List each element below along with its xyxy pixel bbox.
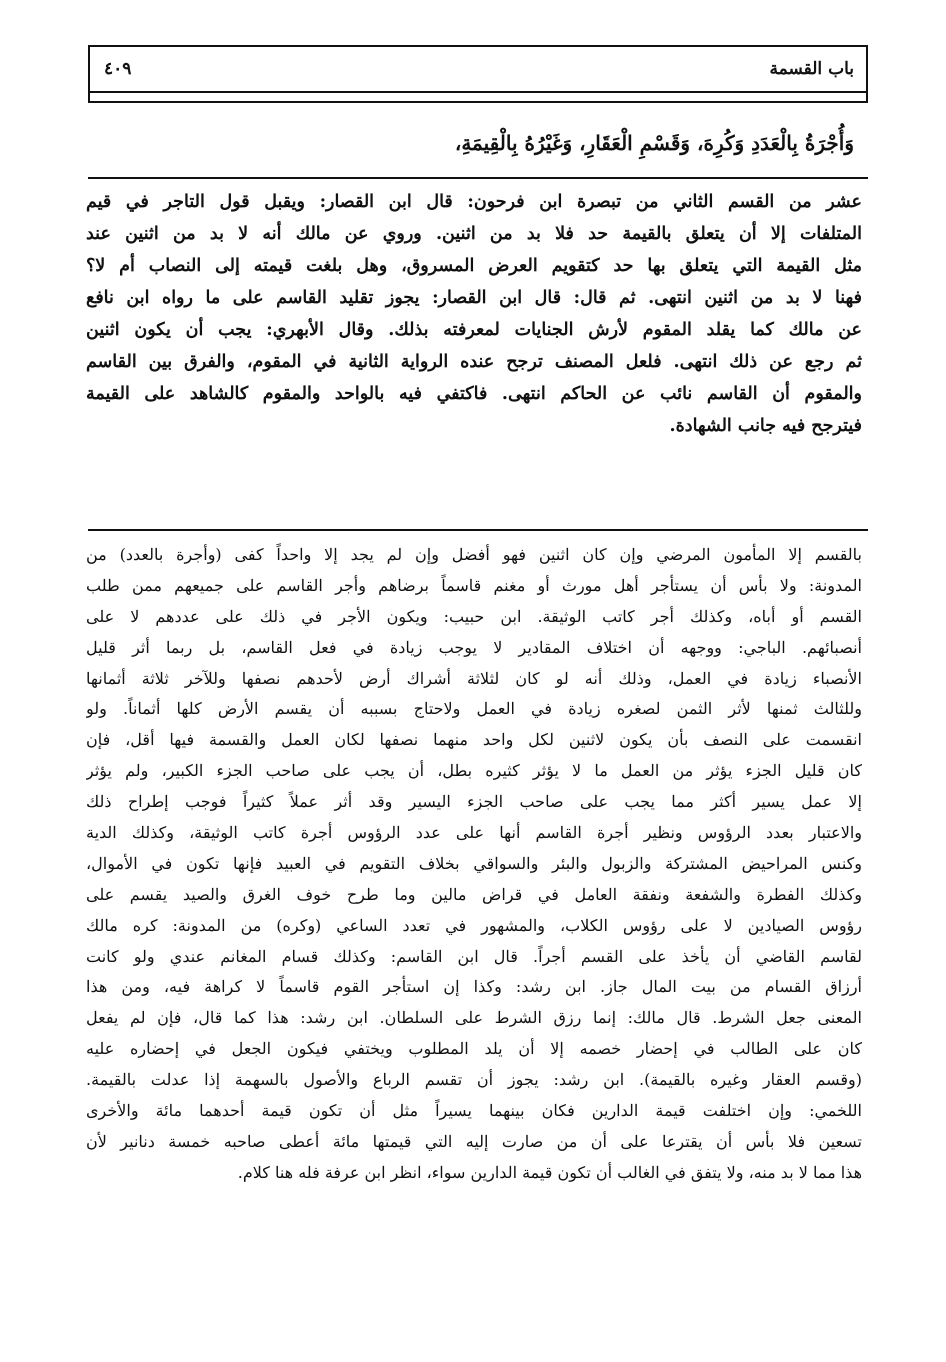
text-line: إلا عمل يسير أكثر مما يجب على صاحب الجزء اليسير وقد أثر عملاً كثيراً فوجب إطراح ذلك — [86, 792, 862, 812]
commentary-top — [86, 186, 862, 442]
text-line: ثم رجع عن ذلك انتهى. فلعل المصنف ترجح عنده الرواية الثانية في المقوم، والفرق بين القاسم — [86, 352, 862, 372]
divider-top — [88, 177, 868, 179]
text-line: (وقسم العقار وغيره بالقيمة). ابن رشد: يجوز أن تقسم الرباع والأصول بالسهمة إذا عدلت بالقيمة. — [86, 1070, 862, 1090]
text-line: كان قليل الجزء يؤثر من العمل ما لا يؤثر كثيره بطل، أن يجب على صاحب الجزء الكبير، ولم يؤثر — [86, 761, 862, 781]
divider-middle — [88, 529, 868, 531]
text-line: رؤوس الصيادين لا على رؤوس الكلاب، والمشهور في تعدد الساعي (وكره) من المدونة: كره مالك — [86, 915, 862, 935]
text-line: بالقسم إلا المأمون المرضي وإن كان اثنين فهو أفضل وإن لم يجد إلا واحداً كفى (وأجرة بالعدد) من — [86, 545, 862, 564]
text-line: تسعين فلا بأس أن يقترعا على أن من صارت إليه التي قيمتها مائة أعطى صاحبه خمسة دنانير لأن — [86, 1131, 862, 1151]
text-line: المتلفات إلا أن يتعلق بالقيمة حد فلا بد من اثنين. وروي عن مالك أنه لا بد من اثنين عند — [86, 224, 862, 244]
text-line: هذا مما لا بد منه، ولا يتفق في الغالب أن تكون قيمة الدارين سواء، انظر ابن عرفة فله هنا كلام. — [237, 1162, 862, 1182]
text-line: وكذلك الفطرة والشفعة ونفقة العامل في قراض مالين وما طرح خوف الغرق والصيد يقسم على — [86, 884, 862, 904]
text-line: والمقوم أن القاسم نائب عن الحاكم انتهى. فاكتفي فيه بالواحد والمقوم كالشاهد على القيمة — [86, 384, 862, 404]
running-header — [88, 45, 868, 103]
text-line: كان على الطالب في إحضار خصمه إلا أن يلد المطلوب ويختفي فيكون الجعل في إحضاره عليه — [86, 1039, 862, 1059]
text-line: وللثالث ثمنها لأثر الثمن لصغره زيادة في العمل ولاحتاج بسببه أن يقسم الأرض كلها أثماناً. ولو — [86, 699, 862, 719]
text-line: والاعتبار بعدد الرؤوس ونظير أجرة القاسم أنها على عدد الرؤوس أجرة كاتب الوثيقة، وكذلك الدية — [86, 823, 862, 843]
chapter-title: باب القسمة — [769, 59, 854, 79]
page-number: ٤٠٩ — [104, 59, 132, 79]
text-line: لقاسم القاضي أن يأخذ على القسم أجراً. قال ابن القاسم: وكذلك قسام المغانم عندي ولو كانت — [86, 946, 862, 966]
commentary-bottom — [86, 540, 862, 1189]
text-line: أرزاق القسام من بيت المال جاز. ابن رشد: وكذا إن استأجر القوم قاسماً لا كراهة فيه، ومن هذا — [86, 977, 862, 997]
header-rule — [90, 91, 866, 93]
text-line: اللخمي: وإن اختلفت قيمة الدارين فكان بينهما يسيراً مثل أن تكون قيمة أحدهما مائة والأخرى — [86, 1101, 862, 1121]
text-line: المعنى جعل الشرط. قال مالك: إنما رزق الشرط على السلطان. ابن رشد: هذا كما قال، فإن لم يفعل — [86, 1008, 862, 1028]
text-line: مثل القيمة التي يتعلق بها حد كتقويم العرض المسروق، وهل بلغت قيمته إلى النصاب أم لا؟ — [86, 256, 862, 276]
text-line: المدونة: ولا بأس أن يستأجر أهل مورث أو مغنم قاسماً برضاهم وأجر القاسم على جميعهم ممن طلب — [86, 575, 862, 595]
text-line: فهنا لا بد من اثنين انتهى. ثم قال: قال ابن القصار: يجوز تقليد القاسم على ما رواه ابن نافع — [86, 288, 862, 308]
text-line: الأنصباء زيادة في العمل، وذلك أنه لو كان لثلاثة أشراك أرض لأحدهم نصفها وللآخر ثلاثة أثمانها — [86, 668, 862, 688]
text-line: انقسمت على النصف بأن يكون لاثنين لكل واحد منهما نصفها لكان العمل والقسمة فيها أقل، فإن — [86, 730, 862, 750]
text-line: عن مالك كما يقلد المقوم لأرش الجنايات لمعرفته بذلك. وقال الأبهري: يجب أن يكون اثنين — [86, 320, 862, 340]
text-line: وكنس المراحيض المشتركة والزبول والبئر والسواقي بخلاف التقويم في العبيد فإنها تكون في الأموال، — [86, 853, 862, 873]
text-line: عشر من القسم الثاني من تبصرة ابن فرحون: قال ابن القصار: ويقبل قول التاجر في قيم — [86, 192, 862, 212]
text-line: فيترجح فيه جانب الشهادة. — [669, 416, 862, 436]
matn-verse: وَأُجْرَةُ بِالْعَدَدِ وَكُرِهَ، وَقَسْمِ الْعَقَارِ، وَغَيْرُهُ بِالْقِيمَةِ، — [454, 131, 854, 155]
text-line: القسم أو أباه، وكذلك أجر كاتب الوثيقة. ابن حبيب: ويكون الأجر في ذلك على عددهم لا على — [86, 606, 862, 626]
text-line: أنصبائهم. الباجي: ووجهه أن اختلاف المقادير لا يوجب زيادة في فعل القاسم، بل ربما أثر قليل — [86, 637, 862, 657]
